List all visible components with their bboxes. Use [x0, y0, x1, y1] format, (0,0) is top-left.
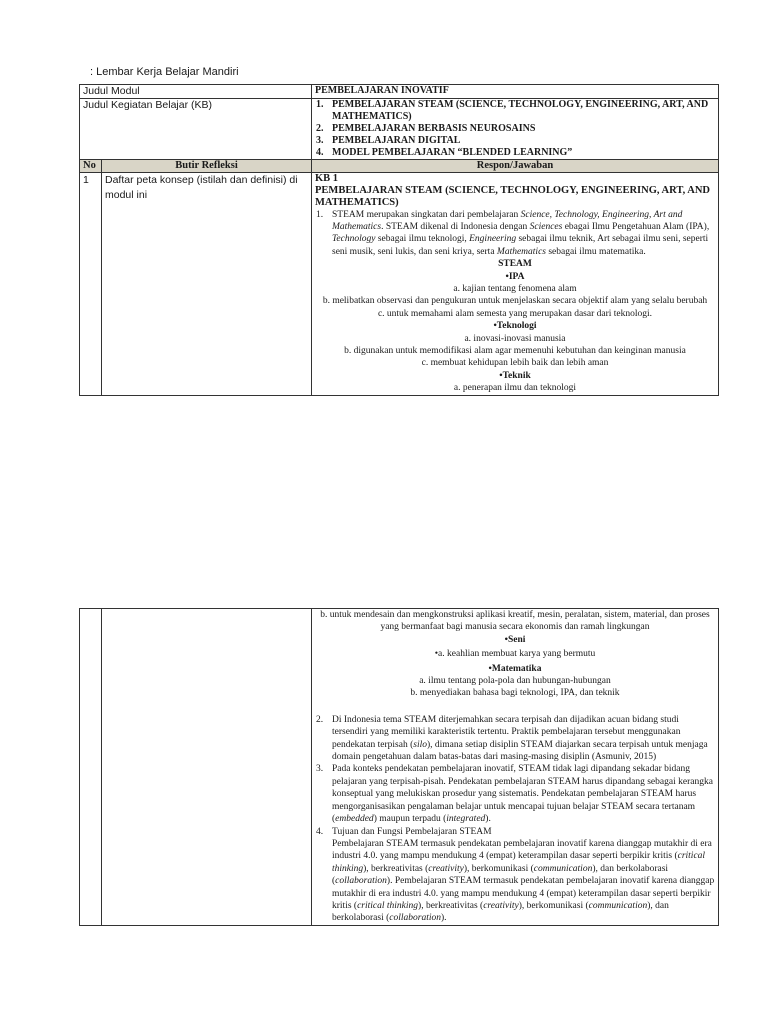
response-point-1: 1. STEAM merupakan singkatan dari pembelajaran Science, Technology, Engineering, Art and Mathematics. STEAM dikenal di Indonesia dengan Sciences ebagai Ilmu Pengetahuan Alam (IPA), Technology sebagai ilmu teknologi, Engineering sebagai ilmu teknik, Art sebagai ilmu seni, seperti seni musik, seni lukis, dan seni kriya, serta Mathematics sebagai ilmu matematika.: [316, 209, 710, 257]
seni-item-a: •a. keahlian membuat karya yang bermutu: [434, 649, 596, 660]
teknologi-item-c: c. membuat kehidupan lebih baik dan lebih aman: [421, 358, 609, 369]
teknik-item-b: b. untuk mendesain dan mengkonstruksi aplikasi kreatif, mesin, peralatan, sistem, material, dan proses yang bermanfaat bagi manusia secara ekonomis dan ramah lingkungan: [320, 610, 710, 633]
table-row: [80, 172, 719, 395]
header-butir-refleksi: Butir Refleksi: [102, 159, 312, 172]
activity-item-2: 2. PEMBELAJARAN BERBASIS NEUROSAINS: [316, 122, 536, 134]
row-response-part-2: [312, 609, 719, 926]
ipa-item-b: b. melibatkan observasi dan pengukuran untuk menjelaskan secara objektif alam yang selalu berubah: [322, 296, 708, 307]
response-point-3: 3. Pada konteks pendekatan pembelajaran inovatif, STEAM tidak lagi dipandang sekadar bidang pelajaran yang terpisah-pisah. Pendekatan pembelajaran STEAM harus dipandang sebagai kerangka konseptual yang melukiskan prosedur yang sistematis. Pendekatan pembelajaran STEAM harus mengorganisasikan pengalaman belajar untuk mencapai tujuan belajar STEAM secara tertanam (embedded) maupun terpadu (integrated).: [316, 764, 713, 825]
teknologi-item-b: b. digunakan untuk memodifikasi alam agar memenuhi kebutuhan dan keinginan manusia: [344, 345, 686, 356]
activity-label: Judul Kegiatan Belajar (KB): [80, 98, 312, 159]
matematika-heading: •Matematika: [488, 663, 542, 674]
seni-heading: •Seni: [504, 634, 526, 645]
header-no: No: [80, 159, 102, 172]
activity-item-1: 1. PEMBELAJARAN STEAM (SCIENCE, TECHNOLOGY, ENGINEERING, ART, AND MATHEMATICS): [316, 98, 709, 122]
table-header-row: [80, 159, 719, 172]
ipa-heading: •IPA: [505, 271, 525, 282]
teknik-item-a: a. penerapan ilmu dan teknologi: [453, 383, 577, 394]
kb-title: PEMBELAJARAN STEAM (SCIENCE, TECHNOLOGY, ENGINEERING, ART, AND MATHEMATICS): [315, 184, 711, 208]
reflection-table-page-2: [79, 608, 719, 926]
response-point-4: 4. Tujuan dan Fungsi Pembelajaran STEAM Pembelajaran STEAM termasuk pendekatan pembelajaran inovatif karena dianggap mutakhir di era industri 4.0. yang mampu mendukung 4 (empat) keterampilan dasar seperti berpikir kritis (critical thinking), berkreativitas (creativity), berkomunikasi (communication), dan berkolaborasi (collaboration). Pembelajaran STEAM termasuk pendekatan pembelajaran inovatif karena dianggap mutakhir di era industri 4.0. yang mampu mendukung 4 (empat) keterampilan dasar seperti berpikir kritis (critical thinking), berkreativitas (creativity), berkomunikasi (communication), dan berkolaborasi (collaboration).: [316, 826, 715, 924]
activity-item-3: 3. PEMBELAJARAN DIGITAL: [316, 134, 461, 146]
row-butir-continued: [102, 609, 312, 926]
activity-row: [80, 98, 719, 159]
row-number: 1: [80, 172, 102, 395]
matematika-item-b: b. menyediakan bahasa bagi teknologi, IPA, dan teknik: [410, 688, 620, 699]
module-label: Judul Modul: [80, 85, 312, 99]
ipa-item-c: c. untuk memahami alam semesta yang merupakan dasar dari teknologi.: [377, 308, 653, 319]
activity-item-4: 4. MODEL PEMBELAJARAN “BLENDED LEARNING”: [316, 146, 573, 158]
activity-list-cell: [312, 98, 719, 159]
document-caption: : Lembar Kerja Belajar Mandiri: [90, 66, 239, 78]
ipa-item-a: a. kajian tentang fenomena alam: [453, 283, 577, 294]
table-row: [80, 609, 719, 926]
steam-heading: STEAM: [498, 259, 532, 270]
module-value: PEMBELAJARAN INOVATIF: [312, 85, 719, 99]
module-row: [80, 85, 719, 99]
row-butir-refleksi: Daftar peta konsep (istilah dan definisi) di modul ini: [102, 172, 312, 395]
reflection-table-page-1: [79, 84, 719, 396]
matematika-item-a: a. ilmu tentang pola-pola dan hubungan-hubungan: [419, 676, 611, 687]
teknik-heading: •Teknik: [499, 370, 531, 381]
header-respon-jawaban: Respon/Jawaban: [312, 159, 719, 172]
row-number-continued: [80, 609, 102, 926]
teknologi-heading: •Teknologi: [493, 321, 537, 332]
kb-heading: KB 1: [315, 172, 339, 184]
response-point-2: 2. Di Indonesia tema STEAM diterjemahkan secara terpisah dan dijadikan acuan bidang studi tersendiri yang memiliki karakteristik tertentu. Praktik pembelajaran tersebut menggunakan pendekatan terpisah (silo), dimana setiap disiplin STEAM diajarkan secara terpisah untuk menjaga domain pengetahuan dalam batas-batas dari masing-masing disiplin (Asmuniv, 2015): [316, 714, 708, 763]
teknologi-item-a: a. inovasi-inovasi manusia: [464, 333, 566, 344]
row-response-part-1: [312, 172, 719, 395]
